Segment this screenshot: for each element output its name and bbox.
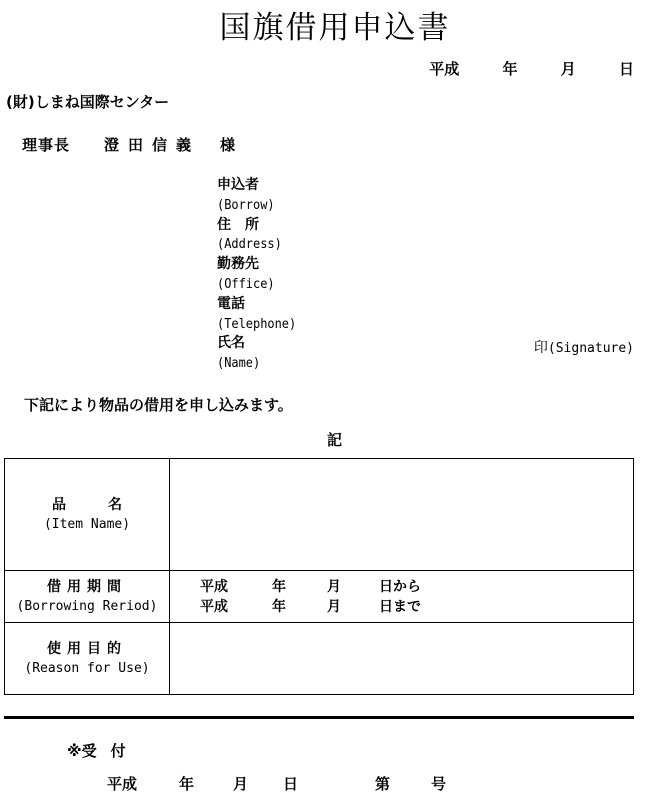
field-label-en: (Office) xyxy=(217,276,275,292)
date-era: 平成 xyxy=(429,60,460,78)
item-label-en: (Item Name) xyxy=(43,516,131,532)
period-label-ja: 借用期間 xyxy=(47,578,127,595)
period-from-era: 平成 xyxy=(200,578,228,595)
signature-label-en: (Signature) xyxy=(547,341,634,356)
period-to-era: 平成 xyxy=(200,598,228,615)
intro-text: 下記により物品の借用を申し込みます。 xyxy=(24,396,293,414)
field-label-en: (Telephone) xyxy=(217,316,297,332)
table-row-period xyxy=(5,571,634,623)
reception-dai: 第 xyxy=(375,775,391,793)
reason-label xyxy=(5,623,170,695)
addressee-org: (財)しまね国際センター xyxy=(6,93,170,111)
field-name[interactable] xyxy=(217,334,303,374)
period-to xyxy=(170,597,633,617)
field-borrower[interactable] xyxy=(217,176,303,216)
period-value[interactable] xyxy=(170,571,634,623)
reception-month: 月 xyxy=(233,775,249,793)
period-from xyxy=(170,577,633,597)
period-from-year: 年 xyxy=(272,578,286,595)
field-label: 申込者 xyxy=(217,177,259,193)
reception-go: 号 xyxy=(431,775,447,793)
reason-label-ja: 使用目的 xyxy=(47,640,127,657)
reception-heading xyxy=(67,740,126,761)
field-label: 電話 xyxy=(217,295,245,312)
reception-day: 日 xyxy=(283,775,299,793)
reception-mark: ※受 xyxy=(67,742,97,760)
addressee-position: 理事長 xyxy=(22,136,71,154)
period-label-en: (Borrowing Reriod) xyxy=(16,598,158,614)
period-from-month: 月 xyxy=(327,578,341,595)
reception-era: 平成 xyxy=(107,775,138,793)
ki-heading: 記 xyxy=(327,431,343,449)
date-year: 年 xyxy=(502,60,518,78)
period-from-day: 日から xyxy=(379,578,421,595)
period-to-month: 月 xyxy=(327,598,341,615)
field-address[interactable] xyxy=(217,216,303,256)
signature-seal xyxy=(534,337,634,357)
addressee-honorific: 様 xyxy=(220,136,237,154)
table-row-reason xyxy=(5,623,634,695)
table-row-item xyxy=(5,459,634,571)
item-label xyxy=(5,459,170,571)
reason-value[interactable] xyxy=(170,623,634,695)
date-month: 月 xyxy=(560,60,576,78)
field-label-en: (Borrow) xyxy=(217,197,275,213)
field-telephone[interactable] xyxy=(217,295,303,335)
field-label: 勤務先 xyxy=(217,256,259,273)
seal-mark: 印 xyxy=(533,340,548,356)
applicant-fields xyxy=(217,176,303,374)
period-to-year: 年 xyxy=(272,598,286,615)
field-label-en: (Name) xyxy=(217,356,261,372)
request-table xyxy=(4,458,634,695)
addressee-name: 澄田信義 xyxy=(104,136,201,154)
reason-label-en: (Reason for Use) xyxy=(24,660,150,676)
field-office[interactable] xyxy=(217,255,303,295)
addressee-line xyxy=(22,134,236,155)
reception-date-number xyxy=(107,773,446,794)
application-date xyxy=(423,58,634,79)
field-label-en: (Address) xyxy=(217,237,282,253)
item-value[interactable] xyxy=(170,459,634,571)
period-label xyxy=(5,571,170,623)
field-label: 住 所 xyxy=(217,216,259,233)
field-label: 氏名 xyxy=(217,335,245,352)
item-label-ja: 品 名 xyxy=(52,496,122,513)
period-to-day: 日まで xyxy=(379,598,421,615)
divider xyxy=(4,716,634,719)
reception-year: 年 xyxy=(179,775,195,793)
date-day: 日 xyxy=(618,60,634,78)
form-title: 国旗借用申込書 xyxy=(219,10,451,46)
reception-tsuke: 付 xyxy=(110,742,126,760)
